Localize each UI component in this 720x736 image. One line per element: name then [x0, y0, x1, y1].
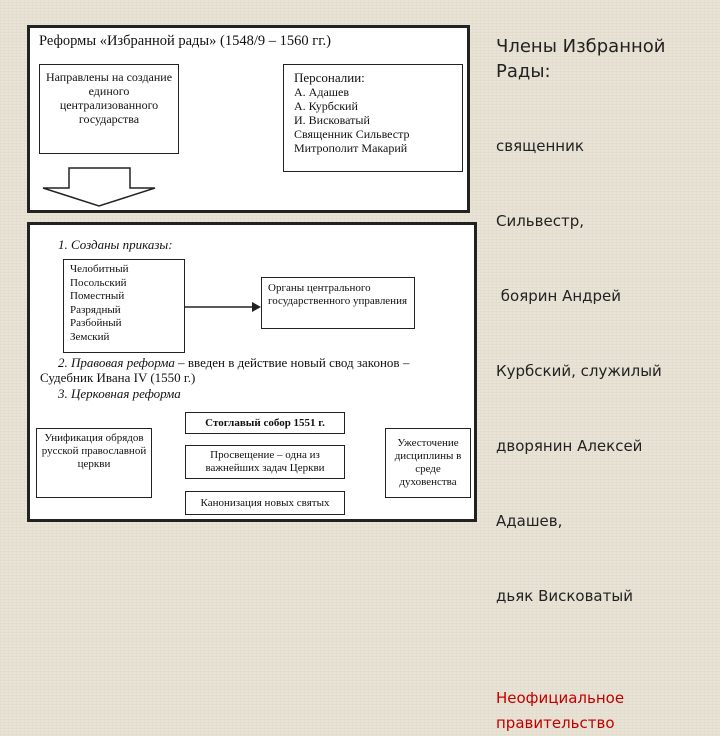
unofficial-government-note: [496, 686, 716, 736]
person-item: И. Висковатый: [294, 113, 370, 127]
members-heading: Члены Избранной Рады:: [496, 36, 666, 82]
legal-reform-desc: – введен в действие новый свод законов –: [174, 355, 410, 370]
person-item: Митрополит Макарий: [294, 141, 408, 155]
canonization-text: Канонизация новых святых: [200, 497, 330, 509]
right-text-block: [496, 34, 716, 736]
down-arrow-icon: [30, 28, 467, 210]
stoglav-text: Стоглавый собор 1551 г.: [205, 417, 325, 429]
member-line: священник: [496, 137, 584, 155]
item-3-church-reform: 3. Церковная реформа: [58, 386, 181, 401]
member-line: дьяк Висковатый: [496, 587, 633, 605]
members-list: [496, 84, 716, 659]
member-line: дворянин Алексей: [496, 437, 643, 455]
enlightenment-box: [185, 445, 345, 479]
enlightenment-text: Просвещение – одна из важнейших задач Церкви: [205, 449, 325, 474]
legal-reform-label: 2. Правовая реформа: [58, 355, 175, 370]
prikaz-item: Земский: [70, 330, 110, 343]
goal-box-text: Направлены на создание единого централизованного государства: [45, 70, 173, 126]
reforms-scheme-bottom-panel: [27, 222, 477, 522]
prikaz-item: Челобитный: [70, 263, 129, 275]
scheme-title: Реформы «Избранной рады» (1548/9 – 1560 гг.): [39, 33, 331, 49]
member-line: боярин Андрей: [496, 287, 622, 305]
persons-header: Персоналии:: [294, 70, 365, 85]
central-organs-text: Органы центрального государственного управления: [268, 282, 408, 307]
unification-box: [36, 428, 152, 498]
person-item: А. Курбский: [294, 99, 358, 113]
discipline-box: [385, 428, 471, 498]
person-item: Священник Сильвестр: [294, 127, 410, 141]
member-line: Курбский, служилый: [496, 362, 662, 380]
stoglav-box: [185, 412, 345, 434]
prikaz-item: Разрядный: [70, 303, 121, 316]
prikaz-item: Поместный: [70, 290, 125, 302]
reforms-scheme-top-panel: [27, 25, 470, 213]
prikaz-item: Разбойный: [70, 317, 122, 329]
red-line: Неофициальное: [496, 689, 625, 707]
red-line: правительство: [496, 714, 615, 732]
member-line: Адашев,: [496, 512, 563, 530]
item-2-legal-reform: [58, 355, 409, 371]
person-item: А. Адашев: [294, 85, 349, 99]
item-1-prikazy: 1. Созданы приказы:: [58, 237, 173, 252]
prikaz-item: Посольский: [70, 276, 127, 289]
sudebnik-line: Судебник Ивана IV (1550 г.): [40, 370, 196, 385]
discipline-text: Ужесточение дисциплины в среде духовенства: [394, 437, 462, 488]
central-organs-box: [261, 277, 415, 329]
member-line: Сильвестр,: [496, 212, 584, 230]
unification-text: Унификация обрядов русской православной церкви: [41, 432, 147, 470]
canonization-box: [185, 491, 345, 515]
